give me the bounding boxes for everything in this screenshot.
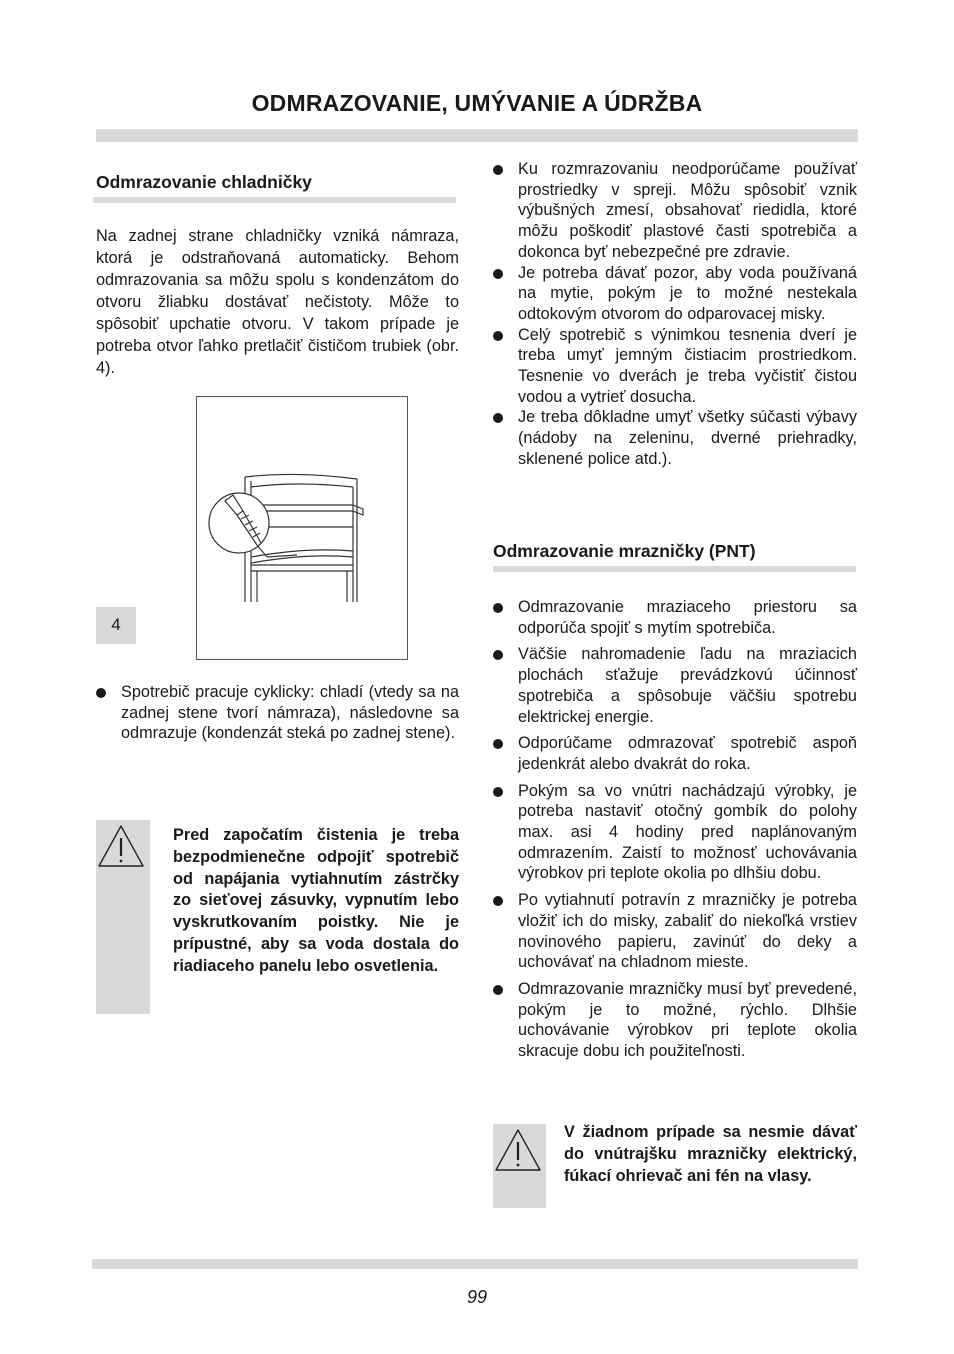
fridge-intro-paragraph: Na zadnej strane chladničky vzniká námraza, ktorá je odstraňovaná automaticky. Behom odmrazovania sa môžu spolu s kondenzátom do otvoru žliabku dostávať nečistoty. Môže to spôsobiť upchatie otvoru. V takom prípade je potreba otvor ľahko pretlačiť čističom trubiek (obr. 4). <box>96 227 459 377</box>
section-heading-fridge: Odmrazovanie chladničky <box>96 172 312 192</box>
figure-label: 4 <box>96 607 136 644</box>
figure-4-illustration <box>196 396 408 660</box>
warning-box <box>96 820 150 1014</box>
freezer-bullet-list <box>493 597 857 1062</box>
fridge-bullet-list <box>96 682 459 744</box>
list-item: Celý spotrebič s výnimkou tesnenia dverí je treba umyť jemným čistiacim prostriedkom. Tesnenie vo dverách je treba vyčistiť čistou vodou a vytrieť dosucha. <box>493 325 857 408</box>
warning-box <box>493 1124 546 1208</box>
warning-text-disconnect: Pred započatím čistenia je treba bezpodmienečne odpojiť spotrebič od napájania vytiahnutím zástrčky zo sieťovej zásuvky, vypnutím lebo vyskrutkovaním poistky. Nie je prípustné, aby sa voda dostala do riadiaceho panelu lebo osvetlenia. <box>173 826 459 975</box>
page-title: ODMRAZOVANIE, UMÝVANIE A ÚDRŽBA <box>251 90 703 116</box>
list-item: Ku rozmrazovaniu neodporúčame používať prostriedky v spreji. Môžu spôsobiť vznik výbušných zmesí, obsahovať riedidla, ktoré môžu poškodiť plastové časti spotrebiča a dokonca byť nebezpečné pre zdravie. <box>493 159 857 263</box>
list-item: Odmrazovanie mrazničky musí byť prevedené, pokým je to možné, rýchlo. Dlhšie uchovávanie výrobkov pri teplote okolia skracuje dobu ich použiteľnosti. <box>493 979 857 1062</box>
list-item: Spotrebič pracuje cyklicky: chladí (vtedy sa na zadnej stene tvorí námraza), následovne sa odmrazuje (kondenzát steká po zadnej stene). <box>96 682 459 744</box>
section-heading-underline <box>93 197 456 203</box>
title-divider <box>96 129 858 142</box>
page-number: 99 <box>466 1287 488 1307</box>
section-heading-underline <box>493 566 856 572</box>
warning-text-no-heater: V žiadnom prípade sa nesmie dávať do vnútrajšku mrazničky elektrický, fúkací ohrievač ani fén na vlasy. <box>564 1123 857 1185</box>
footer-divider <box>92 1259 858 1269</box>
list-item: Odmrazovanie mraziaceho priestoru sa odporúča spojiť s mytím spotrebiča. <box>493 597 857 638</box>
list-item: Je potreba dávať pozor, aby voda používaná na mytie, pokým je to možné nestekala odtokovým otvorom do odparovacej misky. <box>493 263 857 325</box>
list-item: Je treba dôkladne umyť všetky súčasti výbavy (nádoby na zeleninu, dverné priehradky, sklenené police atd.). <box>493 407 857 469</box>
warning-triangle-icon <box>493 1124 546 1184</box>
fridge-drain-cleaning-drawing <box>197 397 407 659</box>
warning-triangle-icon <box>96 820 150 880</box>
list-item: Odporúčame odmrazovať spotrebič aspoň jedenkrát alebo dvakrát do roka. <box>493 733 857 774</box>
cleaning-bullet-list <box>493 159 857 470</box>
list-item: Po vytiahnutí potravín z mrazničky je potreba vložiť ich do misky, zabaliť do niekoľká vrstiev novinového papieru, zavinúť do deky a uchovávať na chladnom mieste. <box>493 890 857 973</box>
list-item: Väčšie nahromadenie ľadu na mraziacich plochách sťažuje prevádzkovú účinnosť spotrebiča a spôsobuje väčšiu spotrebu elektrickej energie. <box>493 644 857 727</box>
list-item: Pokým sa vo vnútri nachádzajú výrobky, je potreba nastaviť otočný gombík do polohy max. asi 4 hodiny pred naplánovaným odmrazením. Zaistí to možnosť uchovávania výrobkov pri teplote okolia po dlhšiu dobu. <box>493 781 857 885</box>
section-heading-freezer: Odmrazovanie mrazničky (PNT) <box>493 541 756 561</box>
